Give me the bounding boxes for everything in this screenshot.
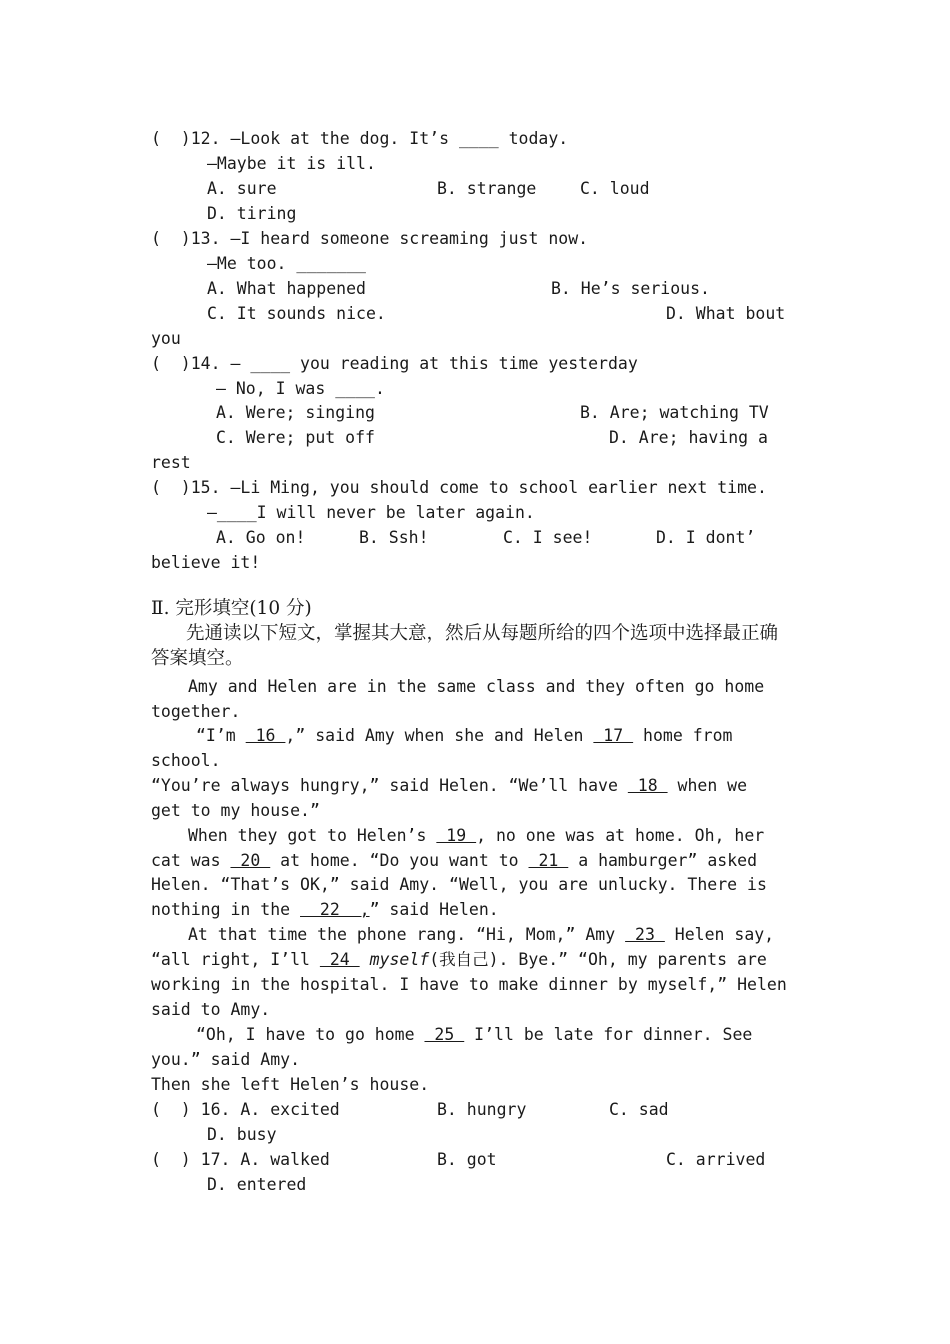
section-instructions-wrap: 答案填空。 — [151, 648, 244, 669]
q17-option-d: D. entered — [207, 1175, 307, 1194]
blank-19: 19 — [436, 826, 477, 845]
passage-line: get to my house.” — [151, 801, 320, 820]
blank-21: 21 — [528, 851, 569, 870]
section-instructions: 先通读以下短文，掌握其大意，然后从每题所给的四个选项中选择最正确 — [186, 623, 779, 644]
q16-option-b: B. hungry — [437, 1100, 527, 1119]
section-title: Ⅱ. 完形填空(10 分) — [151, 598, 312, 619]
passage-line: Helen. “That’s OK,” said Amy. “Well, you are unlucky. There is — [151, 875, 767, 894]
q13-option-a: A. What happened — [207, 279, 366, 298]
passage-line: “You’re always hungry,” said Helen. “We’ll have 18 when we — [151, 776, 748, 795]
passage-line: “all right, I’ll 24 myself(我自己). Bye.” “Oh, my parents are — [151, 950, 767, 969]
myself-word: myself — [369, 950, 430, 969]
q15-stem: ( )15. —Li Ming, you should come to school earlier next time. — [151, 478, 767, 497]
q16-stem: ( ) 16. A. excited — [151, 1100, 340, 1119]
blank-22: 22 , — [300, 900, 370, 919]
blank-18: 18 — [627, 776, 668, 795]
passage-line: you.” said Amy. — [151, 1050, 301, 1069]
q14-stem: ( )14. — ____ you reading at this time yesterday — [151, 354, 638, 373]
q13-option-b: B. He’s serious. — [551, 279, 710, 298]
blank-16: 16 — [245, 726, 286, 745]
q12-option-c: C. loud — [580, 179, 650, 198]
q13-option-c: C. It sounds nice. — [207, 304, 386, 323]
q13-option-d-wrap: you — [151, 329, 181, 348]
passage-line: At that time the phone rang. “Hi, Mom,” Amy 23 Helen say, — [188, 925, 775, 944]
passage-line: nothing in the 22 ,” said Helen. — [151, 900, 499, 919]
passage-line: Amy and Helen are in the same class and they often go home — [188, 677, 765, 696]
passage-line: Then she left Helen’s house. — [151, 1075, 430, 1094]
q15-option-a: A. Go on! — [216, 528, 306, 547]
passage-line: working in the hospital. I have to make dinner by myself,” Helen — [151, 975, 787, 994]
blank-23: 23 — [625, 925, 665, 944]
blank-20: 20 — [230, 851, 271, 870]
q12-stem: ( )12. —Look at the dog. It’s ____ today. — [151, 129, 569, 148]
q15-reply: —____I will never be later again. — [207, 503, 535, 522]
q12-option-a: A. sure — [207, 179, 277, 198]
blank-24: 24 — [319, 950, 360, 969]
q16-option-d: D. busy — [207, 1125, 277, 1144]
q14-option-c: C. Were; put off — [216, 428, 375, 447]
q13-stem: ( )13. —I heard someone screaming just now. — [151, 229, 589, 248]
q13-option-d: D. What bout — [666, 304, 786, 323]
q12-reply: —Maybe it is ill. — [207, 154, 376, 173]
passage-line: “I’m 16 ,” said Amy when she and Helen 17 home from — [196, 726, 733, 745]
q14-option-b: B. Are; watching TV — [580, 403, 769, 422]
passage-line: cat was 20 at home. “Do you want to 21 a hamburger” asked — [151, 851, 758, 870]
passage-line: When they got to Helen’s 19 , no one was at home. Oh, her — [188, 826, 765, 845]
q14-option-d-wrap: rest — [151, 453, 191, 472]
passage-line: said to Amy. — [151, 1000, 271, 1019]
passage-line: “Oh, I have to go home 25 I’ll be late for dinner. See — [196, 1025, 753, 1044]
q15-option-d: D. I dont’ — [656, 528, 756, 547]
q14-option-d: D. Are; having a — [609, 428, 768, 447]
q15-option-b: B. Ssh! — [359, 528, 429, 547]
blank-25: 25 — [424, 1025, 465, 1044]
q17-option-b: B. got — [437, 1150, 497, 1169]
q15-option-d-wrap: believe it! — [151, 553, 261, 572]
passage-line: school. — [151, 751, 221, 770]
q15-option-c: C. I see! — [503, 528, 593, 547]
q14-option-a: A. Were; singing — [216, 403, 375, 422]
q12-option-b: B. strange — [437, 179, 537, 198]
q14-reply: — No, I was ____. — [216, 379, 385, 398]
q13-reply: —Me too. _______ — [207, 254, 366, 273]
q17-option-c: C. arrived — [666, 1150, 766, 1169]
passage-line: together. — [151, 702, 241, 721]
q12-option-d: D. tiring — [207, 204, 297, 223]
blank-17: 17 — [593, 726, 634, 745]
q17-stem: ( ) 17. A. walked — [151, 1150, 330, 1169]
q16-option-c: C. sad — [609, 1100, 669, 1119]
